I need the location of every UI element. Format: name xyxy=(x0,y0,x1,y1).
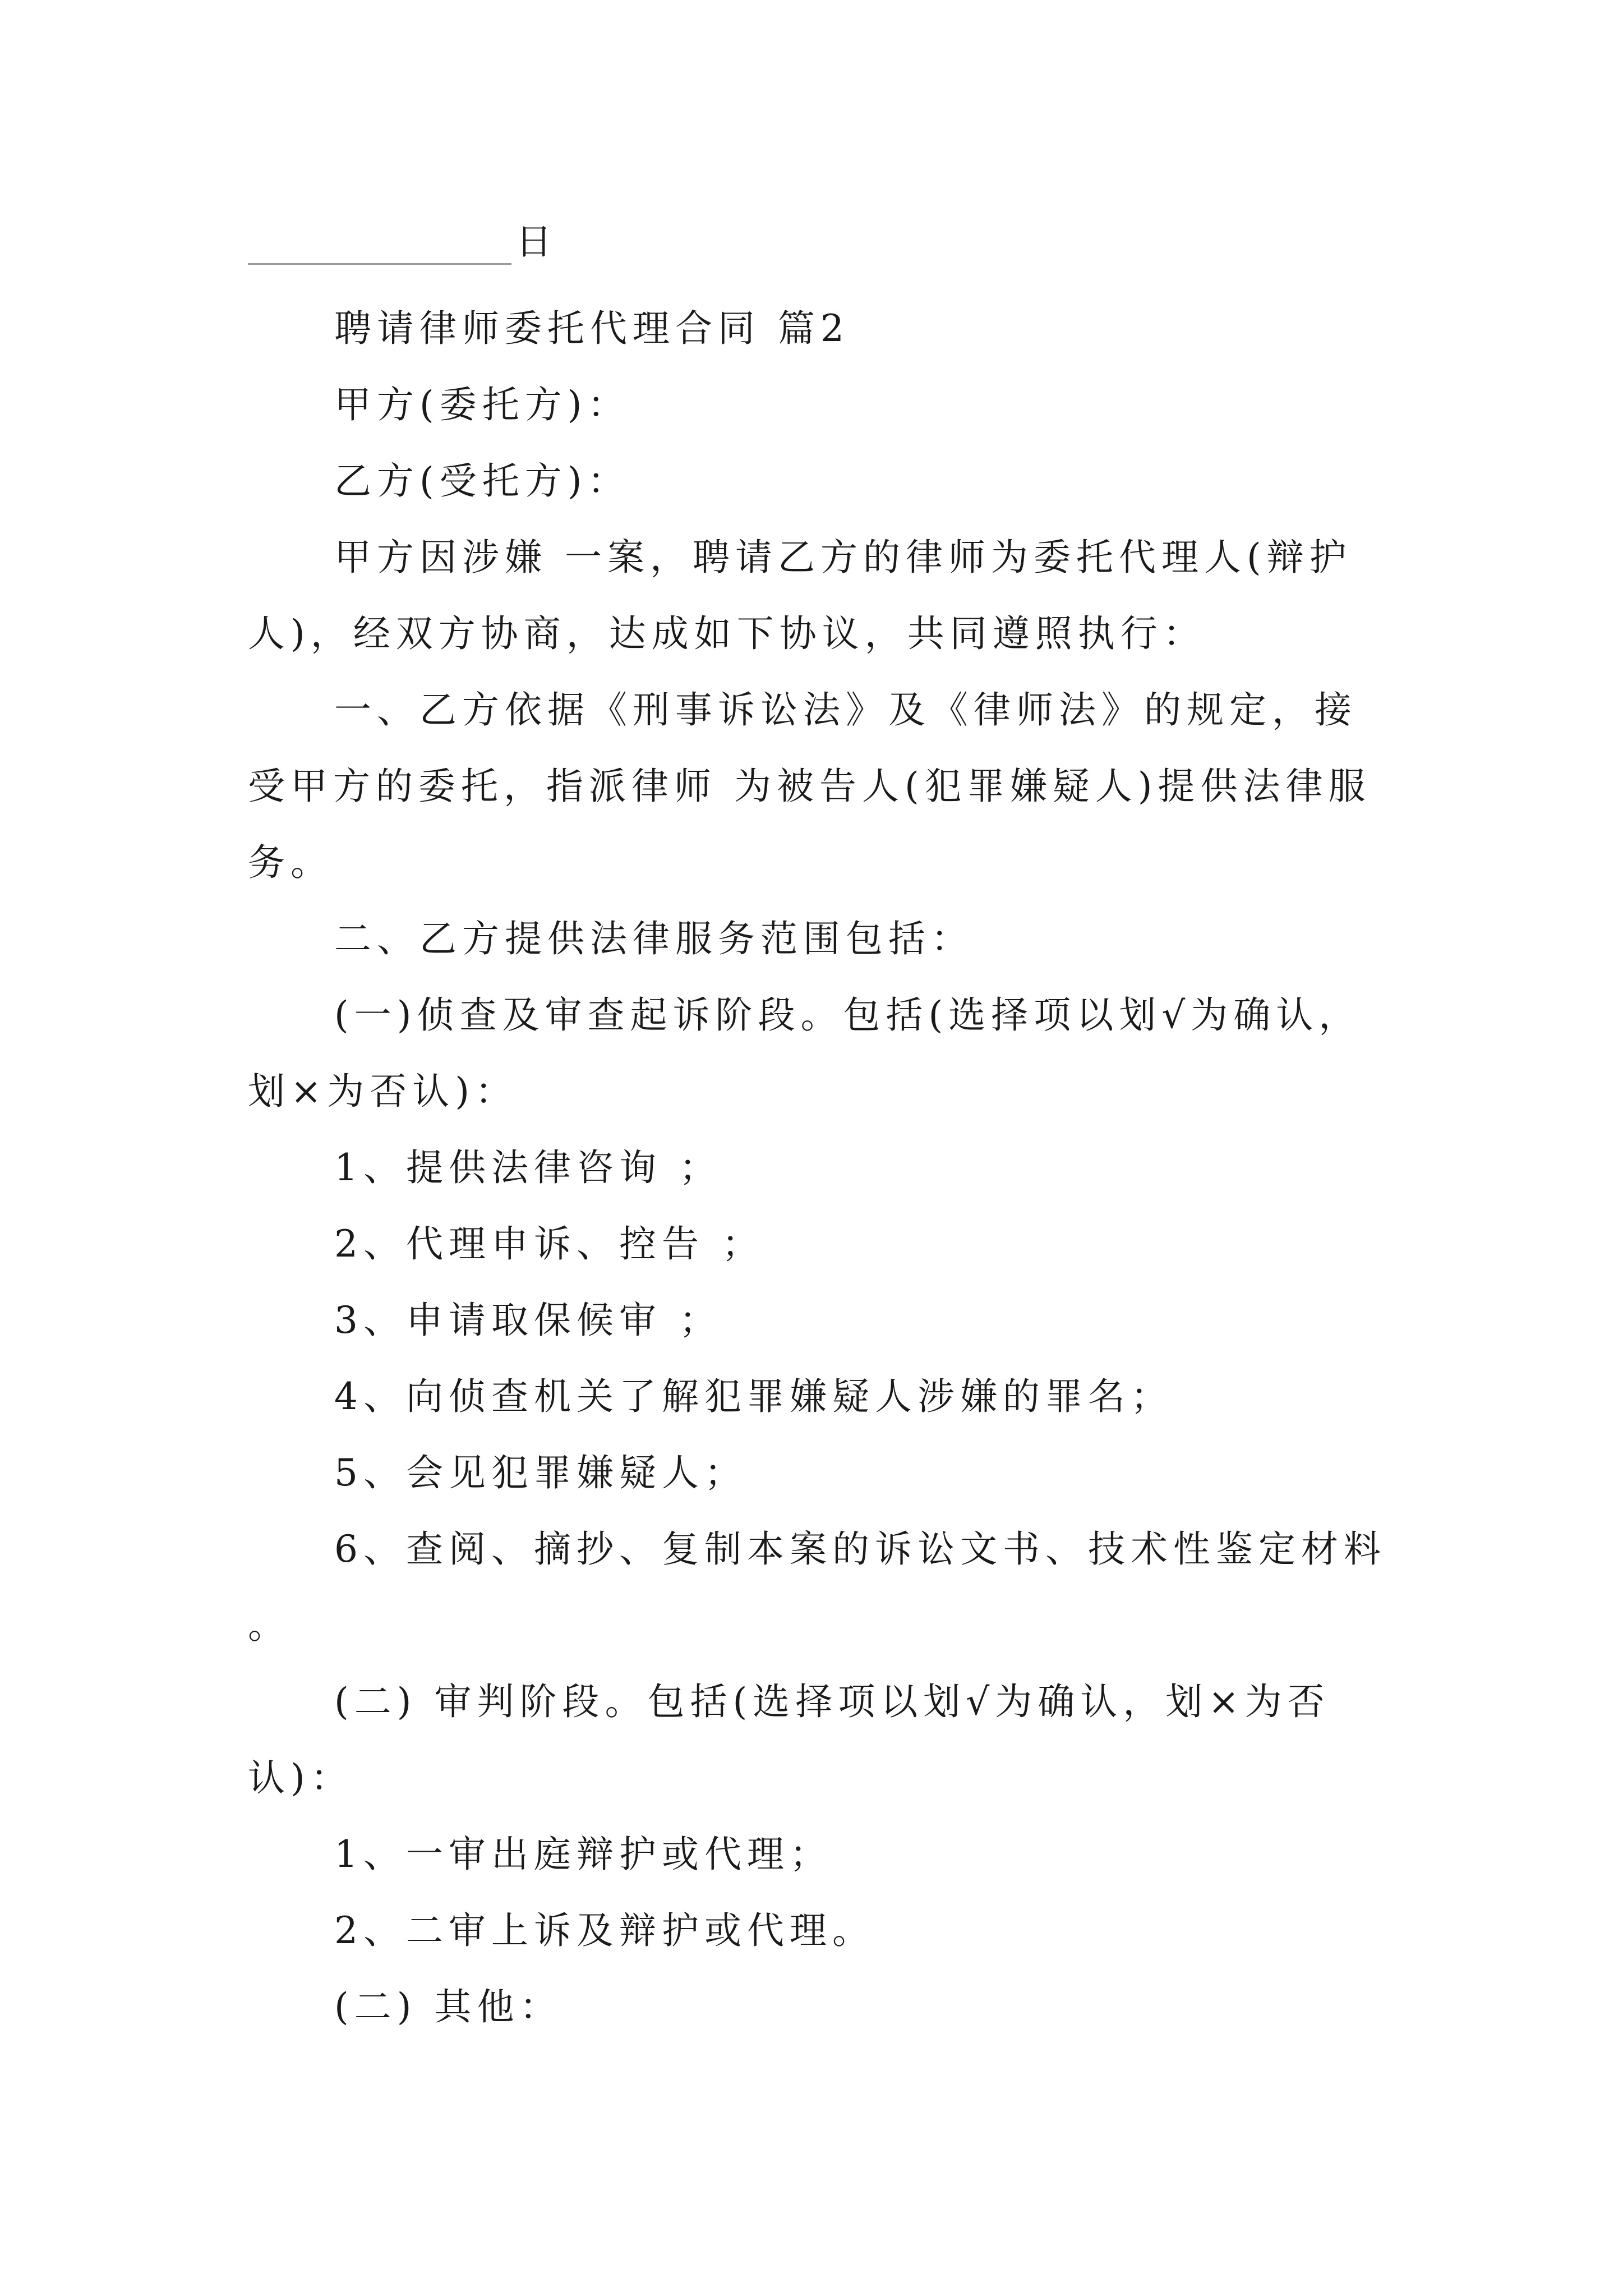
preamble-paragraph: 甲方因涉嫌 一案，聘请乙方的律师为委托代理人(辩护人)，经双方协商，达成如下协议，共同遵照执行： xyxy=(248,536,1352,655)
clause-2-heading: 二、乙方提供法律服务范围包括： xyxy=(334,917,974,960)
party-b-line: 乙方(受托方)： xyxy=(334,459,630,503)
section-other-heading: (二) 其他： xyxy=(334,1985,562,2028)
clause-1: 一、乙方依据《刑事诉讼法》及《律师法》的规定，接受甲方的委托，指派律师 为被告人(犯罪嫌疑人)提供法律服务。 xyxy=(248,688,1371,884)
list-item: 4、向侦查机关了解犯罪嫌疑人涉嫌的罪名； xyxy=(334,1375,1173,1418)
section-trial-heading: (二) 审判阶段。包括(选择项以划√为确认，划×为否认)： xyxy=(248,1680,1330,1800)
list-item: 1、提供法律咨询 ； xyxy=(334,1146,722,1189)
list-item: 2、二审上诉及辩护或代理。 xyxy=(334,1909,875,1952)
section-investigation-heading: (一)侦查及审查起诉阶段。包括(选择项以划√为确认，划×为否认)： xyxy=(248,993,1362,1113)
party-a-line: 甲方(委托方)： xyxy=(334,383,630,426)
blank-underline xyxy=(248,263,511,265)
list-item: 1、一审出庭辩护或代理； xyxy=(334,1833,832,1876)
list-item: 2、代理申诉、控告 ； xyxy=(334,1222,764,1266)
list-item: 5、会见犯罪嫌疑人； xyxy=(334,1451,747,1494)
date-day-label: 日 xyxy=(516,222,552,263)
contract-body xyxy=(248,291,1392,2045)
date-signature-line xyxy=(248,220,552,265)
list-item: 3、申请取保候审 ； xyxy=(334,1299,722,1342)
list-item: 6、查阅、摘抄、复制本案的诉讼文书、技术性鉴定材料 。 xyxy=(248,1527,1386,1647)
contract-title: 聘请律师委托代理合同 篇2 xyxy=(334,307,850,350)
